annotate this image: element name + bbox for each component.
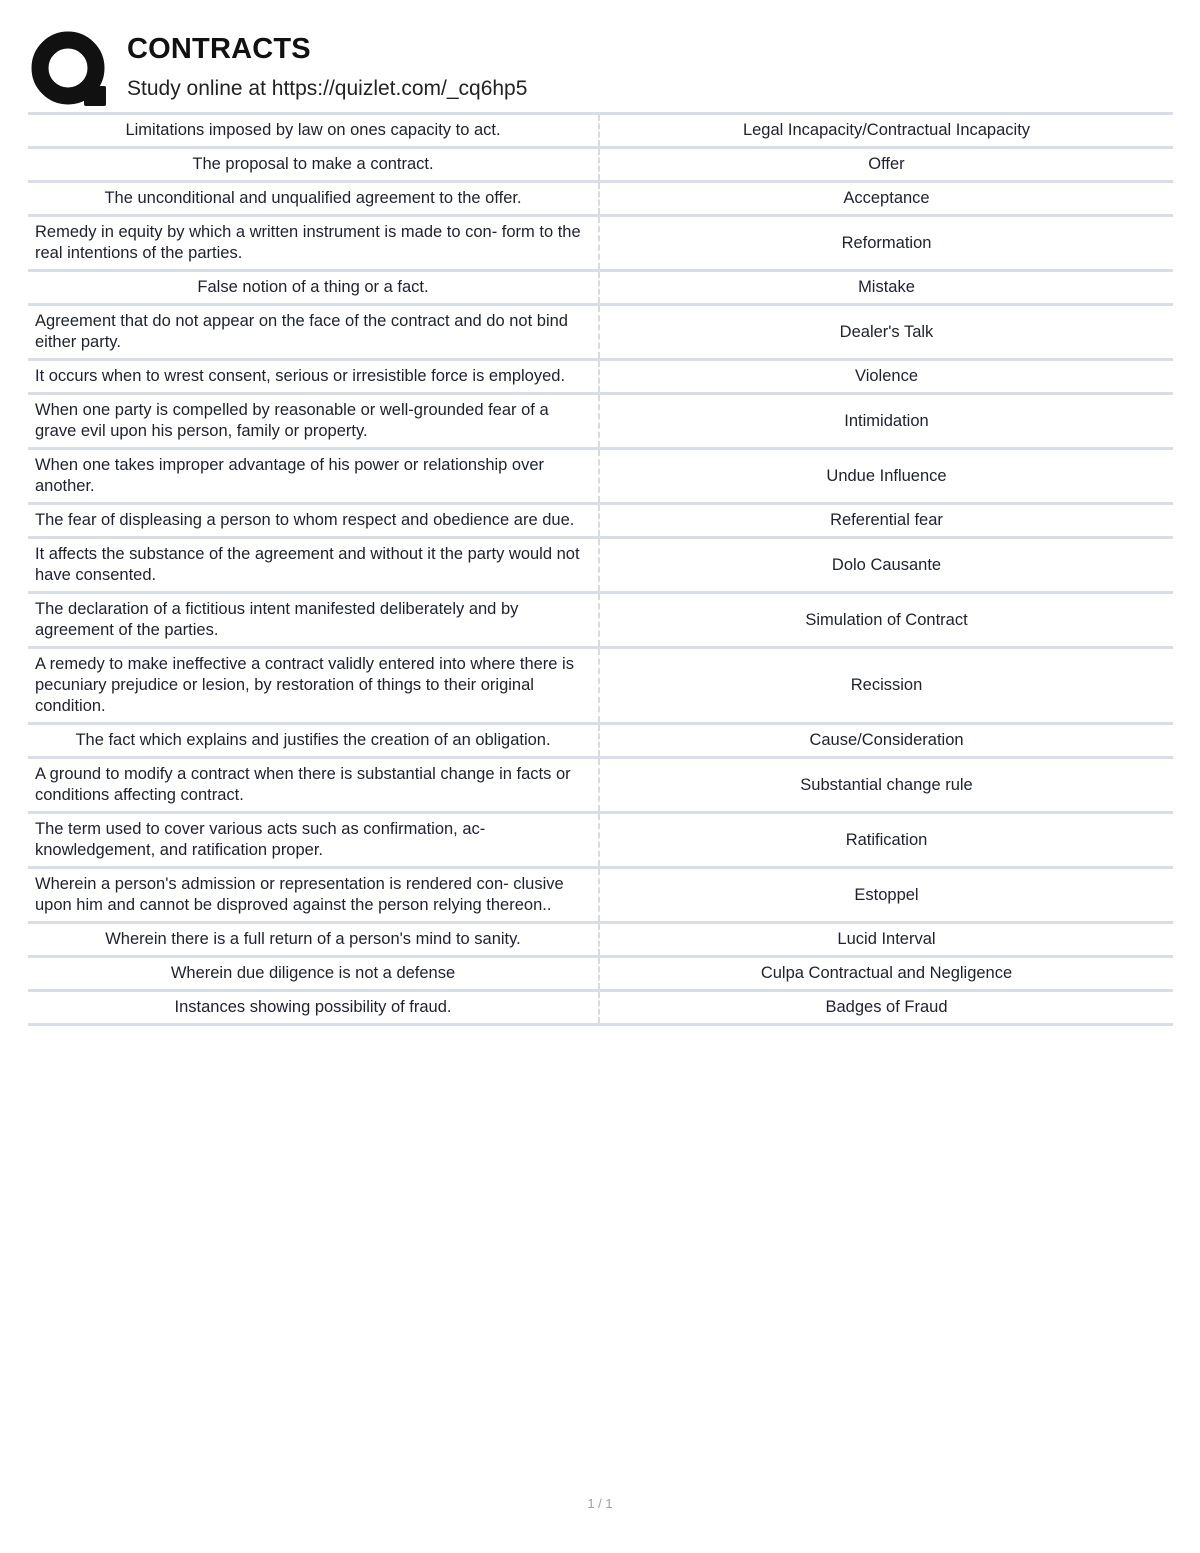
card-row — [28, 148, 1173, 182]
card-term: Instances showing possibility of fraud. — [28, 991, 599, 1025]
card-row — [28, 593, 1173, 648]
card-term: Remedy in equity by which a written instrument is made to con- form to the real intentions of the parties. — [28, 216, 599, 271]
card-term: Wherein a person's admission or representation is rendered con- clusive upon him and cannot be disproved against the person relying thereon.. — [28, 868, 599, 923]
card-definition: Substantial change rule — [599, 758, 1173, 813]
flashcard-table — [28, 112, 1173, 1026]
card-row — [28, 957, 1173, 991]
card-term: A remedy to make ineffective a contract validly entered into where there is pecuniary prejudice or lesion, by restoration of things to their original condition. — [28, 648, 599, 724]
card-term: False notion of a thing or a fact. — [28, 271, 599, 305]
card-term: A ground to modify a contract when there is substantial change in facts or conditions affecting contract. — [28, 758, 599, 813]
card-row — [28, 305, 1173, 360]
quizlet-q-logo-icon — [30, 30, 108, 108]
card-row — [28, 991, 1173, 1025]
card-row — [28, 216, 1173, 271]
card-definition: Offer — [599, 148, 1173, 182]
card-row — [28, 648, 1173, 724]
card-term: It occurs when to wrest consent, serious or irresistible force is employed. — [28, 360, 599, 394]
card-row — [28, 360, 1173, 394]
card-row — [28, 724, 1173, 758]
card-term: The term used to cover various acts such as confirmation, ac- knowledgement, and ratification proper. — [28, 813, 599, 868]
card-definition: Referential fear — [599, 504, 1173, 538]
card-definition: Dolo Causante — [599, 538, 1173, 593]
card-definition: Reformation — [599, 216, 1173, 271]
card-definition: Violence — [599, 360, 1173, 394]
card-term: When one takes improper advantage of his power or relationship over another. — [28, 449, 599, 504]
page-subtitle: Study online at https://quizlet.com/_cq6hp5 — [127, 77, 528, 100]
card-term: The unconditional and unqualified agreement to the offer. — [28, 182, 599, 216]
card-definition: Simulation of Contract — [599, 593, 1173, 648]
card-definition: Cause/Consideration — [599, 724, 1173, 758]
card-definition: Dealer's Talk — [599, 305, 1173, 360]
page-header — [30, 28, 1170, 112]
card-row — [28, 538, 1173, 593]
card-term: It affects the substance of the agreement and without it the party would not have consented. — [28, 538, 599, 593]
card-term: The declaration of a fictitious intent manifested deliberately and by agreement of the parties. — [28, 593, 599, 648]
card-row — [28, 813, 1173, 868]
card-row — [28, 394, 1173, 449]
card-definition: Estoppel — [599, 868, 1173, 923]
card-term: Wherein due diligence is not a defense — [28, 957, 599, 991]
card-row — [28, 449, 1173, 504]
card-row — [28, 182, 1173, 216]
card-definition: Badges of Fraud — [599, 991, 1173, 1025]
card-term: The fear of displeasing a person to whom respect and obedience are due. — [28, 504, 599, 538]
card-row — [28, 271, 1173, 305]
card-row — [28, 758, 1173, 813]
card-definition: Acceptance — [599, 182, 1173, 216]
card-definition: Legal Incapacity/Contractual Incapacity — [599, 114, 1173, 148]
card-definition: Intimidation — [599, 394, 1173, 449]
card-term: Wherein there is a full return of a person's mind to sanity. — [28, 923, 599, 957]
card-term: Limitations imposed by law on ones capacity to act. — [28, 114, 599, 148]
card-row — [28, 114, 1173, 148]
card-row — [28, 923, 1173, 957]
card-definition: Lucid Interval — [599, 923, 1173, 957]
card-row — [28, 868, 1173, 923]
card-term: When one party is compelled by reasonable or well-grounded fear of a grave evil upon his person, family or property. — [28, 394, 599, 449]
card-definition: Recission — [599, 648, 1173, 724]
card-definition: Undue Influence — [599, 449, 1173, 504]
page-title: CONTRACTS — [127, 33, 311, 65]
card-definition: Ratification — [599, 813, 1173, 868]
card-row — [28, 504, 1173, 538]
card-term: Agreement that do not appear on the face of the contract and do not bind either party. — [28, 305, 599, 360]
card-term: The proposal to make a contract. — [28, 148, 599, 182]
card-term: The fact which explains and justifies the creation of an obligation. — [28, 724, 599, 758]
card-definition: Mistake — [599, 271, 1173, 305]
page-number: 1 / 1 — [587, 1496, 613, 1511]
card-definition: Culpa Contractual and Negligence — [599, 957, 1173, 991]
